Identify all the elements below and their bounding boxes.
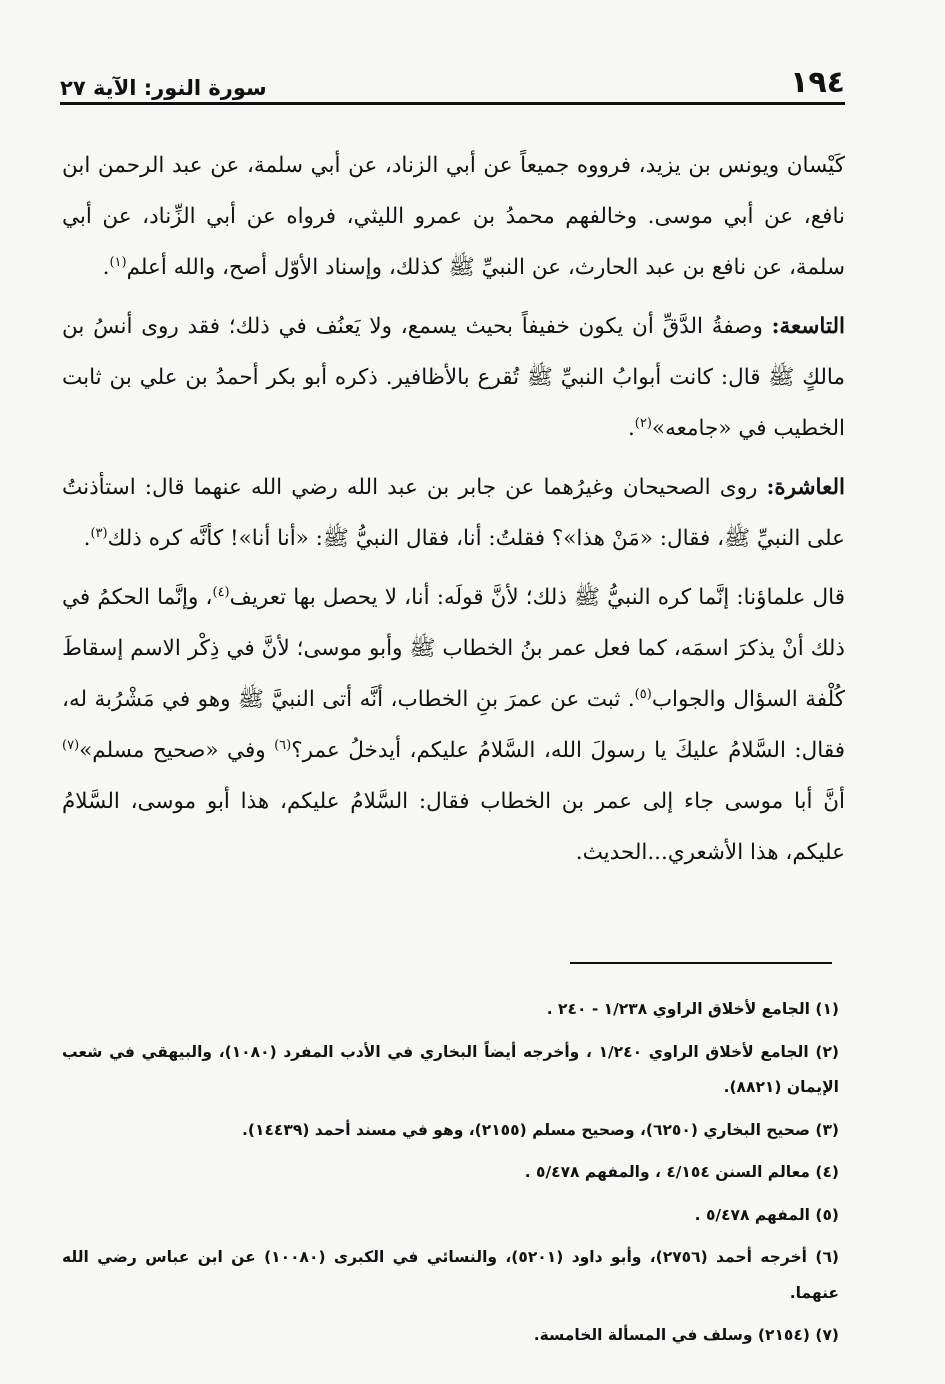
paragraph-1-text: كَيْسان ويونس بن يزيد، فرووه جميعاً عن أبي الزناد، عن أبي سلمة، عن عبد الرحمن ابن نافع، عن أبي موسى. وخالفهم محمدُ بن عمرو الليثي، فرواه عن أبي الزِّناد، عن أبي سلمة، عن نافع بن عبد الحارث، عن النبيِّ ﷺ كذلك، وإسناد الأوّل أصح، والله أعلم [62,153,845,280]
paragraph-2-end: . [627,416,635,441]
footnote-1: (١) الجامع لأخلاق الراوي ١/٢٣٨ - ٢٤٠ . [546,1000,839,1018]
paragraph-2-lead: التاسعة: [771,314,845,339]
paragraph-4 [62,572,845,878]
page-header [60,60,845,105]
footnote-5: (٥) المفهم ٥/٤٧٨ . [694,1205,839,1224]
paragraph-4-text-c: . ثبت عن عمرَ بنِ الخطاب، أنَّه أتى النبيَّ ﷺ وهو في مَشْرُبة له، فقال: السَّلامُ عليكَ يا رسولَ الله، السَّلامُ عليكم، أيدخلُ عمر؟ [62,687,846,763]
paragraph-3-end: . [83,526,91,551]
footnote-ref-6: (٦) [274,737,292,753]
footnote-4: (٤) معالم السنن ٤/١٥٤ ، والمفهم ٥/٤٧٨ . [524,1163,839,1181]
footnote-ref-4: (٤) [212,584,230,600]
paragraph-4-text-b: ، وإنَّما الحكمُ في ذلك أنْ يذكرَ اسمَه، كما فعل عمر بنُ الخطاب ﷺ وأبو موسى؛ لأنَّ في ذِكْر الاسم إسقاطَ كُلْفة السؤال والجواب [62,585,845,712]
running-title: سورة النور: الآية ٢٧ [60,76,267,100]
footnote-ref-1: (١) [109,254,127,270]
paragraph-1-end: . [102,255,110,280]
main-text [62,140,845,886]
paragraph-2-text: وصفةُ الدَّقِّ أن يكون خفيفاً بحيث يسمع، ولا يَعنُف في ذلك؛ فقد روى أنسُ بن مالكٍ ﷺ قال: كانت أبوابُ النبيِّ ﷺ تُقرع بالأظافير. ذكره أبو بكر أحمدُ بن علي بن ثابت الخطيب في «جامعه» [62,314,845,441]
footnote-7: (٧) (٢١٥٤) وسلف في المسألة الخامسة. [533,1326,839,1344]
paragraph-1 [62,140,845,293]
footnote-ref-2: (٢) [634,415,652,431]
footnote-ref-7: (٧) [62,737,80,753]
paragraph-4-text-e: أنَّ أبا موسى جاء إلى عمر بن الخطاب فقال: السَّلامُ عليكم، هذا أبو موسى، السَّلامُ عليكم، هذا الأشعري...الحديث. [62,789,845,865]
footnote-6: (٦) أخرجه أحمد (٢٧٥٦)، وأبو داود (٥٢٠١)، والنسائي في الكبرى (١٠٠٨٠) عن ابن عباس رضي الله عنهما. [62,1248,839,1302]
paragraph-3-text: روى الصحيحان وغيرُهما عن جابر بن عبد الله رضي الله عنهما قال: استأذنتُ على النبيِّ ﷺ، فقال: «مَنْ هذا»؟ فقلتُ: أنا، فقال النبيُّ ﷺ: «أنا أنا»! كأنَّه كره ذلك [62,475,845,551]
footnote-separator [570,962,832,964]
paragraph-3 [62,462,845,564]
footnotes [62,992,839,1361]
footnote-2: (٢) الجامع لأخلاق الراوي ١/٢٤٠ ، وأخرجه أيضاً البخاري في الأدب المفرد (١٠٨٠)، والبيهقي في شعب الإيمان (٨٨٢١). [62,1042,839,1096]
paragraph-4-text-d: وفي «صحيح مسلم» [79,738,275,763]
footnote-ref-3: (٣) [90,525,108,541]
page-number: ١٩٤ [790,65,845,100]
paragraph-3-lead: العاشرة: [766,475,845,500]
footnote-3: (٣) صحيح البخاري (٦٢٥٠)، وصحيح مسلم (٢١٥٥)، وهو في مسند أحمد (١٤٤٣٩). [242,1120,839,1139]
paragraph-2 [62,301,845,454]
footnote-ref-5: (٥) [634,686,652,702]
paragraph-4-text-a: قال علماؤنا: إنَّما كره النبيُّ ﷺ ذلك؛ لأنَّ قولَه: أنا، لا يحصل بها تعريف [229,585,845,610]
